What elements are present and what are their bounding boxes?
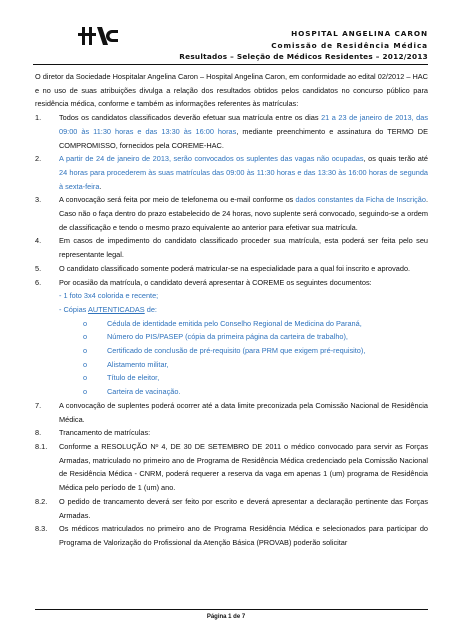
bullet: o	[83, 387, 88, 397]
item-5	[35, 262, 428, 276]
item-text: O candidato classificado somente poderá matricular-se na especialidade para a qual foi inscrito e aprovado.	[59, 263, 411, 273]
hac-logo	[78, 27, 118, 45]
item-number: 8.	[35, 428, 42, 438]
item-number: 2.	[35, 154, 42, 164]
hospital-name: HOSPITAL ANGELINA CARON	[291, 29, 428, 38]
item-number: 7.	[35, 400, 42, 410]
doc-list-item	[35, 317, 428, 331]
item-number: 1.	[35, 113, 42, 123]
item-8-1	[35, 440, 428, 495]
doc-label: Carteira de vacinação.	[107, 387, 181, 397]
item-text: Por ocasião da matrícula, o candidato deverá apresentar à COREME os seguintes documentos:	[59, 277, 372, 287]
copies-suffix: de:	[144, 304, 157, 314]
header-rule	[33, 64, 428, 65]
item-8-2	[35, 495, 428, 522]
doc-list-item	[35, 371, 428, 385]
item-text: Conforme a RESOLUÇÃO Nº 4, DE 30 DE SETEMBRO DE 2011 o médico convocado para servir as Forças Armadas, matriculado no primeiro ano de Programa de Residência Médica credenciado pela Comissão Nacional de Residência Médica - CNRM, poderá requerer a reserva da vaga em apenas 1 (um) programa de Residência Médica pelo período de 1 (um) ano.	[59, 441, 428, 493]
substitute-call-date: A partir de 24 de janeiro de 2013, serão convocados os suplentes das vagas não ocupadas	[59, 154, 364, 164]
document-body	[35, 70, 428, 550]
doc-list-item	[35, 330, 428, 344]
item-6	[35, 276, 428, 290]
item-number: 6.	[35, 277, 42, 287]
item-text: , os quais terão até	[363, 154, 428, 164]
bullet: o	[83, 332, 88, 342]
doc-label: Título de eleitor,	[107, 373, 160, 383]
document-header	[179, 28, 428, 63]
item-3	[35, 193, 428, 234]
item-text: Trancamento de matrículas:	[59, 428, 151, 438]
doc-label: Certificado de conclusão de pré-requisito (para PRM que exigem pré-requisito),	[107, 346, 366, 356]
bullet: o	[83, 346, 88, 356]
copies-requirement	[35, 303, 428, 317]
item-text: Os médicos matriculados no primeiro ano de Programa Residência Médica e selecionados para participar do Programa de Valorização do Profissional da Atenção Básica (PROVAB) poderão solicitar	[59, 524, 428, 547]
item-number: 5.	[35, 263, 42, 273]
item-7	[35, 399, 428, 426]
item-text: . Caso não o faça dentro do prazo estabelecido de 24 horas, novo suplente será convocado, seguindo-se a ordem de classificação e tendo o mesmo prazo equivalente ao anterior para efetivar sua matrícula.	[59, 195, 428, 232]
doc-label: Cédula de identidade emitida pelo Conselho Regional de Medicina do Paraná,	[107, 318, 362, 328]
item-1	[35, 111, 428, 152]
item-text: O pedido de trancamento deverá ser feito por escrito e deverá apresentar a declaração pertinente das Forças Armadas.	[59, 496, 428, 520]
authenticated-label: AUTENTICADAS	[87, 304, 145, 314]
item-number: 8.1.	[35, 441, 48, 451]
registration-data: dados constantes da Ficha de Inscrição	[295, 195, 426, 205]
doc-list-item	[35, 385, 428, 399]
item-number: 4.	[35, 236, 42, 246]
intro-paragraph: O diretor da Sociedade Hospitalar Angelina Caron – Hospital Angelina Caron, em conformidade ao edital 02/2012 – HAC e no uso de suas atribuições divulga a relação dos resultados obtidos pelos candidatos no concurso público para residência médica, conforme e também as informações referentes às matrículas:	[35, 72, 428, 109]
item-number: 8.2.	[35, 496, 48, 506]
doc-label: Número do PIS/PASEP (cópia da primeira página da carteira de trabalho),	[107, 332, 348, 342]
bullet: o	[83, 318, 88, 328]
copies-prefix: - Cópias	[59, 304, 88, 314]
item-text: Em casos de impedimento do candidato classificado proceder sua matrícula, esta poderá ser feita pelo seu representante legal.	[59, 236, 428, 260]
item-4	[35, 234, 428, 261]
item-8-3	[35, 522, 428, 549]
enrollment-dates: 21 a 23 de janeiro de 2013, das 09:00 às 11:30 horas e das 13:30 às 16:00 horas	[59, 113, 428, 136]
bullet: o	[83, 359, 88, 369]
page-number: Página 1 de 7	[206, 614, 246, 620]
item-number: 3.	[35, 195, 42, 205]
item-number: 8.3.	[35, 524, 48, 534]
item-8	[35, 426, 428, 440]
doc-list-item	[35, 358, 428, 372]
substitute-hours: 24 horas para procederem às suas matrículas das 09:00 às 11:30 horas e das 13:30 às 16:00 horas de segunda à sexta-feira	[59, 167, 428, 191]
item-text: , mediante preenchimento e assinatura do TERMO DE COMPROMISSO, fornecidos pela COREME-HAC.	[59, 126, 428, 150]
doc-label: Alistamento militar,	[107, 359, 169, 369]
item-2	[35, 152, 428, 193]
item-text: A convocação de suplentes poderá ocorrer até a data limite preconizada pela Comissão Nacional de Residência Médica.	[59, 400, 428, 424]
committee-name: Comissão de Residência Médica	[271, 40, 428, 50]
document-title: Resultados – Seleção de Médicos Residentes – 2012/2013	[179, 52, 428, 61]
photo-requirement: - 1 foto 3x4 colorida e recente;	[59, 291, 159, 301]
item-text: Todos os candidatos classificados deverão efetuar sua matrícula entre os dias	[59, 113, 322, 123]
item-text: A convocação será feita por meio de telefonema ou e-mail conforme os	[59, 195, 296, 205]
item-text: .	[99, 181, 102, 191]
bullet: o	[83, 373, 88, 383]
footer-rule	[35, 609, 428, 610]
doc-list-item	[35, 344, 428, 358]
